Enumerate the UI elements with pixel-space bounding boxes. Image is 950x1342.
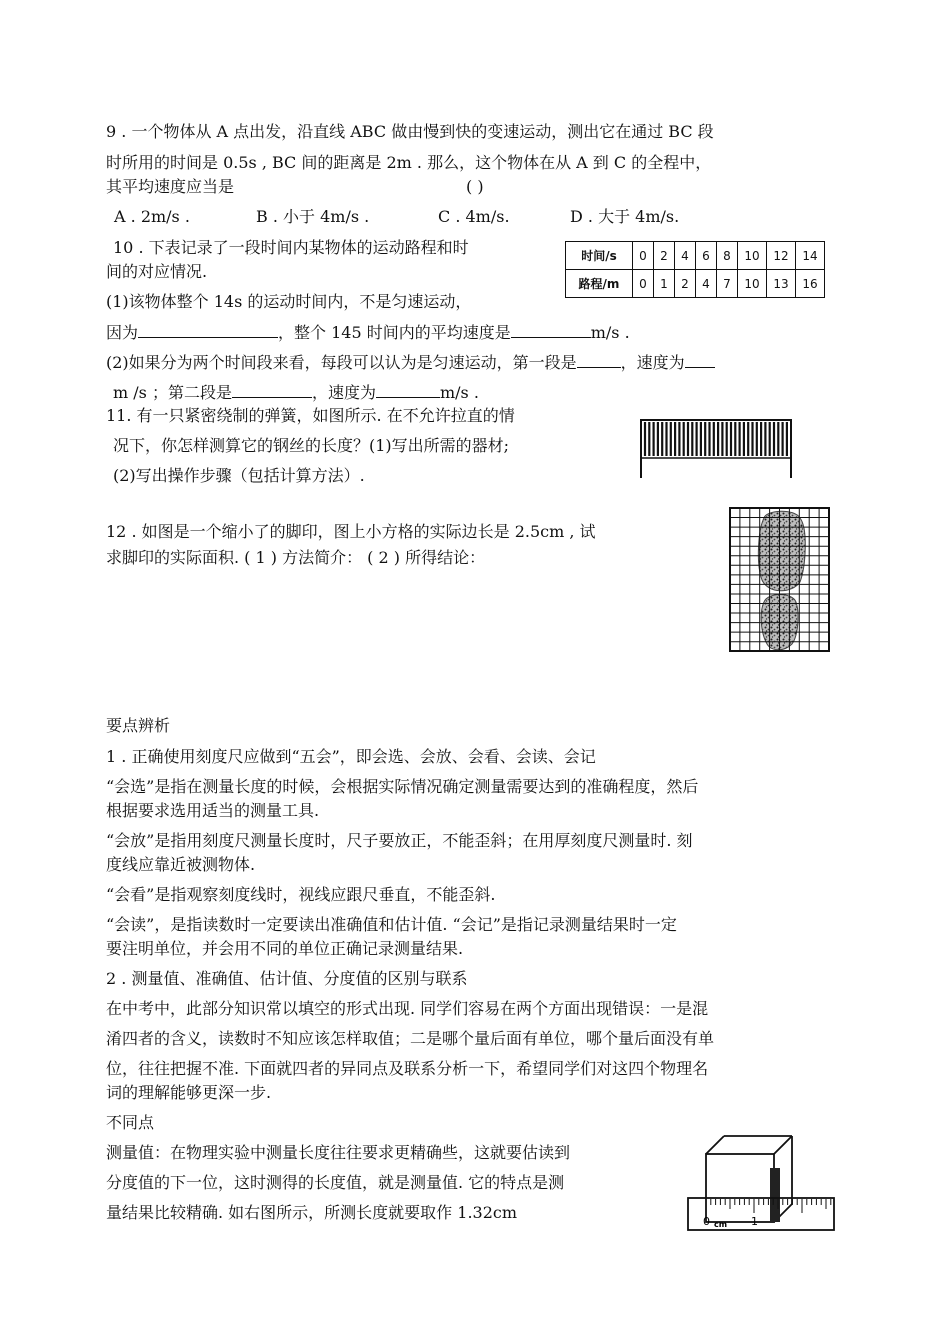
q12-line-2: 求脚印的实际面积. ( 1 ) 方法简介： ( 2 ) 所得结论： bbox=[106, 548, 486, 567]
ruler-zero-label: 0 bbox=[703, 1215, 710, 1228]
analysis-line: “会读”，是指读数时一定要读出准确值和估计值. “会记”是指记录测量结果时一定 bbox=[106, 915, 677, 934]
time-cell: 6 bbox=[696, 242, 717, 270]
q10-line-1: 10 . 下表记录了一段时间内某物体的运动路程和时 bbox=[113, 238, 469, 257]
footprint-ball bbox=[758, 511, 805, 591]
time-cell: 10 bbox=[738, 242, 767, 270]
analysis-line: 度线应靠近被测物体. bbox=[106, 855, 256, 874]
blank-second-segment[interactable] bbox=[232, 380, 312, 398]
q10-average-text: ，整个 145 时间内的平均速度是 bbox=[278, 323, 511, 342]
option-d: D . 大于 4m/s. bbox=[570, 207, 680, 226]
analysis-line: “会看”是指观察刻度线时，视线应跟尺垂直，不能歪斜. bbox=[106, 885, 496, 904]
time-label: 时间/s bbox=[566, 242, 633, 270]
blank-average-speed[interactable] bbox=[511, 320, 591, 338]
answer-bracket: ( ) bbox=[466, 177, 484, 196]
ruler-unit-label: cm bbox=[714, 1220, 728, 1229]
footprint-grid-figure bbox=[728, 506, 832, 654]
time-cell: 12 bbox=[767, 242, 796, 270]
q10-line-5 bbox=[106, 350, 715, 375]
distance-cell: 7 bbox=[717, 270, 738, 298]
time-cell: 8 bbox=[717, 242, 738, 270]
q10-line-2: 间的对应情况. bbox=[106, 262, 208, 281]
distance-cell: 13 bbox=[767, 270, 796, 298]
distance-cell: 0 bbox=[633, 270, 654, 298]
ruler-one-label: 1 bbox=[751, 1215, 758, 1228]
cube-ruler-figure bbox=[686, 1128, 836, 1250]
option-c: C . 4m/s. bbox=[438, 207, 510, 226]
distance-cell: 10 bbox=[738, 270, 767, 298]
q10-line-3: (1)该物体整个 14s 的运动时间内，不是匀速运动， bbox=[106, 292, 472, 311]
q10-because-text: 因为 bbox=[106, 323, 139, 342]
motion-data-table bbox=[565, 241, 825, 298]
q11-line-3: (2)写出操作步骤（包括计算方法）. bbox=[113, 466, 365, 485]
q9-line-2: 时所用的时间是 0.5s , BC 间的距离是 2m . 那么，这个物体在从 A 到 C 的全程中， bbox=[106, 153, 712, 172]
analysis-line: 根据要求选用适当的测量工具. bbox=[106, 801, 320, 820]
distance-label: 路程/m bbox=[566, 270, 633, 298]
blank-first-speed[interactable] bbox=[685, 350, 715, 368]
q11-line-2: 况下，你怎样测算它的钢丝的长度？(1)写出所需的器材; bbox=[113, 436, 510, 455]
q10-line-6 bbox=[113, 380, 479, 405]
q10-unit2-text: m/s . bbox=[439, 383, 479, 402]
analysis-line: 测量值：在物理实验中测量长度往往要求更精确些，这就要估读到 bbox=[106, 1143, 571, 1162]
analysis-line: 1 . 正确使用刻度尺应做到“五会”，即会选、会放、会看、会读、会记 bbox=[106, 747, 596, 766]
q10-second-text: m /s ；第二段是 bbox=[113, 383, 232, 402]
q10-line-4 bbox=[106, 320, 630, 345]
analysis-line: 在中考中，此部分知识常以填空的形式出现. 同学们容易在两个方面出现错误：一是混 bbox=[106, 999, 709, 1018]
time-cell: 2 bbox=[654, 242, 675, 270]
distance-cell: 2 bbox=[675, 270, 696, 298]
q11-line-1: 11. 有一只紧密绕制的弹簧，如图所示. 在不允许拉直的情 bbox=[106, 406, 515, 425]
distance-cell: 1 bbox=[654, 270, 675, 298]
analysis-line: 位，往往把握不准. 下面就四者的异同点及联系分析一下，希望同学们对这四个物理名 bbox=[106, 1059, 709, 1078]
distance-cell: 16 bbox=[796, 270, 825, 298]
q10-part2-text: (2)如果分为两个时间段来看，每段可以认为是匀速运动，第一段是 bbox=[106, 353, 577, 372]
q9-stem-end: 其平均速度应当是 bbox=[106, 177, 235, 196]
analysis-line: 要注明单位，并会用不同的单位正确记录测量结果. bbox=[106, 939, 464, 958]
blank-first-segment[interactable] bbox=[577, 350, 621, 368]
q10-speed-text: ，速度为 bbox=[620, 353, 685, 372]
q10-unit-text: m/s . bbox=[590, 323, 630, 342]
analysis-line: 量结果比较精确. 如右图所示，所测长度就要取作 1.32cm bbox=[106, 1203, 518, 1222]
cube-shadow bbox=[770, 1168, 780, 1222]
coiled-spring-figure bbox=[638, 414, 798, 484]
time-cell: 14 bbox=[796, 242, 825, 270]
analysis-line: “会选”是指在测量长度的时候，会根据实际情况确定测量需要达到的准确程度，然后 bbox=[106, 777, 699, 796]
analysis-line: 2 . 测量值、准确值、估计值、分度值的区别与联系 bbox=[106, 969, 468, 988]
time-cell: 0 bbox=[633, 242, 654, 270]
time-cell: 4 bbox=[675, 242, 696, 270]
section-heading: 要点辨析 bbox=[106, 716, 171, 735]
analysis-line: 不同点 bbox=[106, 1113, 155, 1132]
analysis-line: “会放”是指用刻度尺测量长度时，尺子要放正，不能歪斜；在用厚刻度尺测量时. 刻 bbox=[106, 831, 693, 850]
time-row bbox=[566, 242, 825, 270]
distance-cell: 4 bbox=[696, 270, 717, 298]
analysis-line: 淆四者的含义，读数时不知应该怎样取值；二是哪个量后面有单位，哪个量后面没有单 bbox=[106, 1029, 715, 1048]
distance-row bbox=[566, 270, 825, 298]
analysis-line: 分度值的下一位，这时测得的长度值，就是测量值. 它的特点是测 bbox=[106, 1173, 565, 1192]
q12-line-1: 12 . 如图是一个缩小了的脚印，图上小方格的实际边长是 2.5cm , 试 bbox=[106, 522, 596, 541]
q9-line-3 bbox=[106, 175, 484, 199]
q10-speed2-text: ，速度为 bbox=[311, 383, 376, 402]
blank-second-speed[interactable] bbox=[376, 380, 440, 398]
option-b: B . 小于 4m/s . bbox=[256, 207, 370, 226]
analysis-line: 词的理解能够更深一步. bbox=[106, 1083, 272, 1102]
option-a: A . 2m/s . bbox=[114, 207, 190, 226]
blank-reason[interactable] bbox=[138, 320, 278, 338]
q9-line-1: 9 . 一个物体从 A 点出发，沿直线 ABC 做由慢到快的变速运动，测出它在通过 BC 段 bbox=[106, 122, 714, 141]
